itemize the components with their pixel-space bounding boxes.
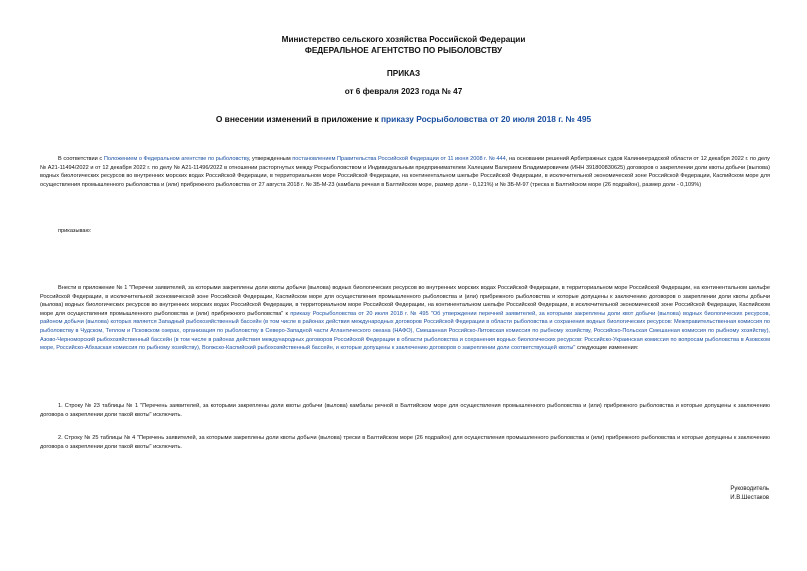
document-title — [0, 114, 807, 125]
main-text-2: следующие изменения: — [575, 345, 639, 352]
main-text-1: Внести в приложение № 1 "Перечни заявителей, за которыми закреплены доли квоты добычи (вылова) водных биологических ресурсов во внутренних морских водах Российской Федерации, в территориальном море Российской Федерации, на континентальном шельфе Российской Федерации, в исключительной экономической зоне Российской Федерации, Каспийском море для осуществления промышленного рыболовства и (или) прибрежного рыболовства и которые допущены к заключению договоров о закреплении доли квоты добычи (вылова) водных биологических ресурсов во внутренних морских водах Российской Федерации, в территориальном море Российской Федерации, на континентальном шельфе Российской Федерации, в исключительной экономической зоне Российской Федерации, Каспийском море для осуществления промышленного рыболовства и (или) прибрежного рыболовства" к — [40, 285, 770, 317]
agency-name: ФЕДЕРАЛЬНОЕ АГЕНТСТВО ПО РЫБОЛОВСТВУ — [304, 46, 503, 55]
government-decree-link[interactable]: постановлением Правительства Российской Федерации от 11 июня 2008 г. № 444 — [292, 156, 506, 162]
preamble-text-1: В соответствии с — [58, 156, 104, 162]
signature-position: Руководитель — [730, 486, 769, 492]
order-495-link[interactable]: приказу Росрыболовства от 20 июля 2018 г. № 495 "Об утверждении перечней заявителей, за которыми закреплены доли квот добычи (вылова) водных биологических ресурсов, районом добычи (вылова) которых является Западный рыбохозяйственный бассейн (в том числе в районах действия международных договоров Российской Федерации в области рыболовства и сохранения водных биологических ресурсов: Межправительственная комиссия по рыболовству в Чудском, Теплом и Псковском озерах, организация по рыболовству в Северо-Западной части Атлантического океана (НАФО), Смешанная Российско-Литовская комиссия по рыбному хозяйству, Российско-Польская Смешанная комиссия по рыбному хозяйству), Азово-Черноморский рыбохозяйственный бассейн (в том числе в районах действия международных договоров Российской Федерации в области рыболовства и сохранения водных биологических ресурсов: Российско-Украинская комиссия по вопросам рыболовства в Азовском море, Российско-Абхазская комиссия по рыбному хозяйству), Волжско-Каспийский рыбохозяйственный бассейн, и которые допущены к заключению договоров о закреплении доли соответствующей квоты" — [40, 310, 770, 352]
signature-name: И.В.Шестаков — [730, 495, 769, 501]
title-text: О внесении изменений в приложение к — [215, 114, 381, 124]
list-item: 1. Строку № 23 таблицы № 1 "Перечень заявителей, за которыми закреплены доли квоты добычи (вылова) камбалы речной в Балтийском море для осуществления промышленного рыболовства и (или) прибрежного рыболовства и которые допущены к заключению договора о закреплении доли такой квоты" исключить. — [40, 403, 770, 418]
main-paragraph — [40, 284, 770, 353]
list-item: 2. Строку № 25 таблицы № 4 "Перечень заявителей, за которыми закреплены доли квоты добычи (вылова) трески в Балтийском море (26 подрайон) для осуществления промышленного рыболовства и (или) прибрежного рыболовства и которые допущены к заключению договора о закреплении доли такой квоты" исключить. — [40, 435, 770, 450]
preamble-paragraph — [40, 155, 770, 189]
title-order-link[interactable]: приказу Росрыболовства от 20 июля 2018 г. № 495 — [381, 114, 592, 124]
order-word: приказываю: — [58, 228, 92, 234]
preamble-text-3: , на основании решений Арбитражных судов Калининградской области от 12 декабря 2022 г. по делу № А21-11494/2022 и от 12 декабря 2022 г. по делу № А21-11496/2022 в отношении расторгнутых между Росрыболовством и Индивидуальным предпринимателем Халецким Валерием Владимировичем (ИНН 391800830625) договоров о закреплении доли квоты добычи (вылова) водных биологических ресурсов во внутренних морских водах Российской Федерации, в территориальном море Российской Федерации, на континентальном шельфе Российской Федерации, в исключительной экономической зоне Российской Федерации, Каспийском море для осуществления промышленного рыболовства и (или) прибрежного рыболовства от 27 августа 2018 г. № 3Б-М-23 (камбала речная в Балтийском море, размер доли - 0,121%) и № 3Б-М-97 (треска в Балтийском море (26 подрайон), размер доли - 0,109%) — [40, 156, 770, 188]
ministry-name: Министерство сельского хозяйства Российской Федерации — [281, 35, 526, 44]
document-date-number: от 6 февраля 2023 года № 47 — [344, 87, 463, 96]
preamble-text-2: , утвержденным — [248, 156, 293, 162]
document-type: ПРИКАЗ — [386, 69, 421, 78]
regulation-link[interactable]: Положением о Федеральном агентстве по рыболовству — [103, 156, 249, 162]
